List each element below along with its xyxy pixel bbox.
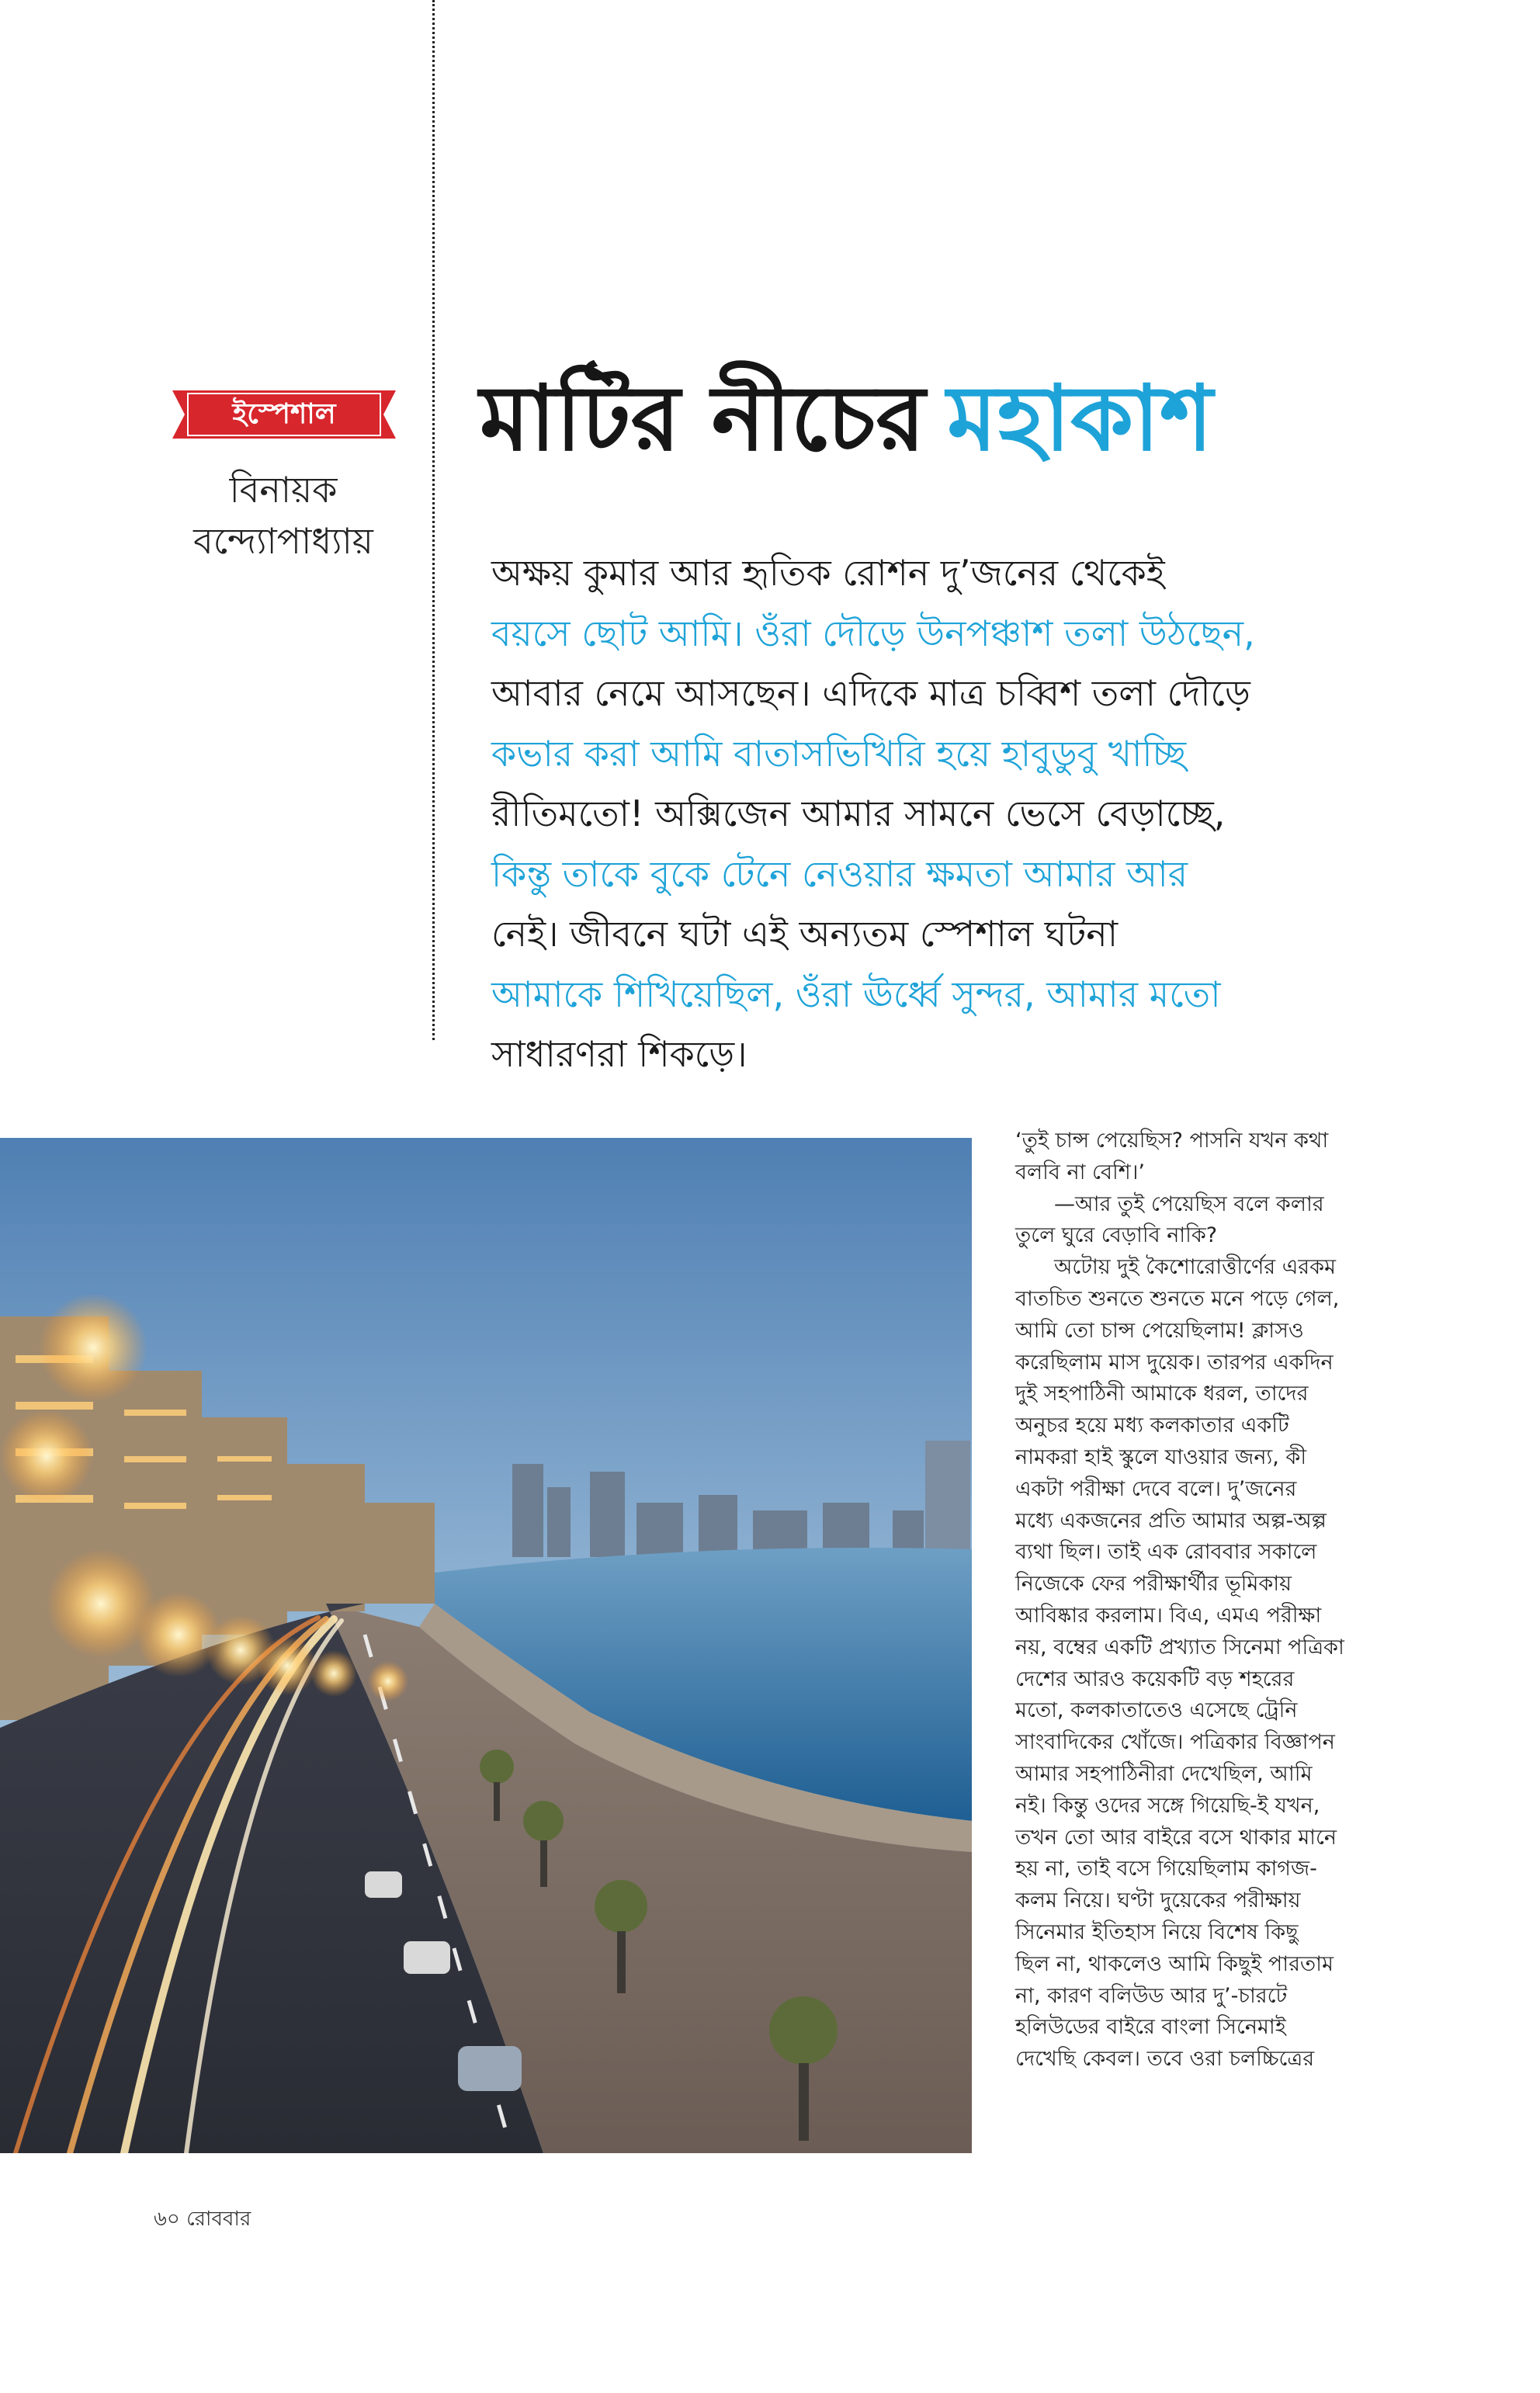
body-text-column bbox=[1015, 1125, 1450, 2076]
body-line: সিনেমার ইতিহাস নিয়ে বিশেষ কিছু bbox=[1015, 1920, 1299, 1944]
body-line: —আর তুই পেয়েছিস বলে কলার bbox=[1054, 1191, 1324, 1216]
body-line: আবিষ্কার করলাম। বিএ, এমএ পরীক্ষা bbox=[1015, 1603, 1322, 1628]
body-line: দেশের আরও কয়েকটি বড় শহরের bbox=[1015, 1666, 1295, 1691]
body-line: আমি তো চান্স পেয়েছিলাম! ক্লাসও bbox=[1015, 1318, 1304, 1343]
page-folio: ৬০ রোববার bbox=[154, 2207, 251, 2231]
body-line: অটোয় দুই কৈশোরোত্তীর্ণের এরকম bbox=[1054, 1255, 1336, 1280]
title-part-dark: মাটির নীচের bbox=[480, 366, 926, 471]
body-line: ছিল না, থাকলেও আমি কিছুই পারতাম bbox=[1015, 1951, 1334, 1976]
body-line: অনুচর হয়ে মধ্য কলকাতার একটি bbox=[1015, 1413, 1289, 1438]
author-byline bbox=[155, 464, 411, 567]
body-line: নিজেকে ফের পরীক্ষার্থীর ভূমিকায় bbox=[1015, 1572, 1292, 1597]
intro-line: সাধারণরা শিকড়ে। bbox=[491, 1033, 747, 1075]
column-divider bbox=[432, 0, 435, 1040]
intro-paragraph bbox=[491, 543, 1407, 1085]
body-line: করেছিলাম মাস দুয়েক। তারপর একদিন bbox=[1015, 1350, 1334, 1375]
body-line: ব্যথা ছিল। তাই এক রোববার সকালে bbox=[1015, 1540, 1317, 1565]
body-line: হলিউডের বাইরে বাংলা সিনেমাই bbox=[1015, 2015, 1286, 2040]
body-line: তুলে ঘুরে বেড়াবি নাকি? bbox=[1015, 1223, 1218, 1248]
article-title bbox=[480, 365, 1213, 473]
intro-line: কভার করা আমি বাতাসভিখিরি হয়ে হাবুডুবু খাচ্ছি bbox=[491, 732, 1187, 775]
section-badge-label: ইস্পেশাল bbox=[232, 398, 336, 430]
intro-line: নেই। জীবনে ঘটা এই অন্যতম স্পেশাল ঘটনা bbox=[491, 913, 1119, 955]
body-line: নয়, বম্বের একটি প্রখ্যাত সিনেমা পত্রিকা bbox=[1015, 1635, 1344, 1659]
author-last-name: বন্দ্যোপাধ্যায় bbox=[193, 520, 373, 562]
body-line: মতো, কলকাতাতেও এসেছে ট্রেনি bbox=[1015, 1698, 1298, 1723]
body-line: মধ্যে একজনের প্রতি আমার অল্প-অল্প bbox=[1015, 1508, 1327, 1533]
body-line: দেখেছি কেবল। তবে ওরা চলচ্চিত্রের bbox=[1015, 2047, 1315, 2072]
intro-line: অক্ষয় কুমার আর হৃতিক রোশন দু’জনের থেকেই bbox=[491, 552, 1165, 594]
intro-line: আবার নেমে আসছেন। এদিকে মাত্র চব্বিশ তলা দৌড়ে bbox=[491, 672, 1250, 714]
body-line: হয় না, তাই বসে গিয়েছিলাম কাগজ- bbox=[1015, 1857, 1317, 1881]
body-line: তখন তো আর বাইরে বসে থাকার মানে bbox=[1015, 1825, 1337, 1850]
body-line: বলবি না বেশি।’ bbox=[1015, 1160, 1145, 1184]
intro-line: রীতিমতো! অক্সিজেন আমার সামনে ভেসে বেড়াচ্ছে, bbox=[491, 792, 1226, 834]
author-first-name: বিনায়ক bbox=[229, 469, 338, 511]
intro-line: বয়সে ছোট আমি। ওঁরা দৌড়ে উনপঞ্চাশ তলা উঠছেন, bbox=[491, 612, 1255, 654]
body-line: সাংবাদিকের খোঁজে। পত্রিকার বিজ্ঞাপন bbox=[1015, 1730, 1335, 1755]
intro-line: আমাকে শিখিয়েছিল, ওঁরা ঊর্ধ্বে সুন্দর, আমার মতো bbox=[491, 973, 1221, 1015]
body-line: আমার সহপাঠিনীরা দেখেছিল, আমি bbox=[1015, 1761, 1313, 1786]
section-badge bbox=[172, 390, 396, 439]
body-line: নই। কিন্তু ওদের সঙ্গে গিয়েছি-ই যখন, bbox=[1015, 1793, 1320, 1818]
body-line: কলম নিয়ে। ঘণ্টা দুয়েকের পরীক্ষায় bbox=[1015, 1888, 1301, 1913]
marine-drive-photo bbox=[0, 1138, 972, 2153]
body-line: না, কারণ বলিউড আর দু’-চারটে bbox=[1015, 1983, 1288, 2008]
body-line: বাতচিত শুনতে শুনতে মনে পড়ে গেল, bbox=[1015, 1286, 1340, 1311]
body-line: ‘তুই চান্স পেয়েছিস? পাসনি যখন কথা bbox=[1015, 1129, 1329, 1153]
title-part-blue: মহাকাশ bbox=[947, 366, 1213, 471]
intro-line: কিন্তু তাকে বুকে টেনে নেওয়ার ক্ষমতা আমার আর bbox=[491, 852, 1188, 895]
body-line: দুই সহপাঠিনী আমাকে ধরল, তাদের bbox=[1015, 1382, 1309, 1406]
body-line: একটা পরীক্ষা দেবে বলে। দু’জনের bbox=[1015, 1476, 1297, 1501]
body-line: নামকরা হাই স্কুলে যাওয়ার জন্য, কী bbox=[1015, 1444, 1307, 1469]
